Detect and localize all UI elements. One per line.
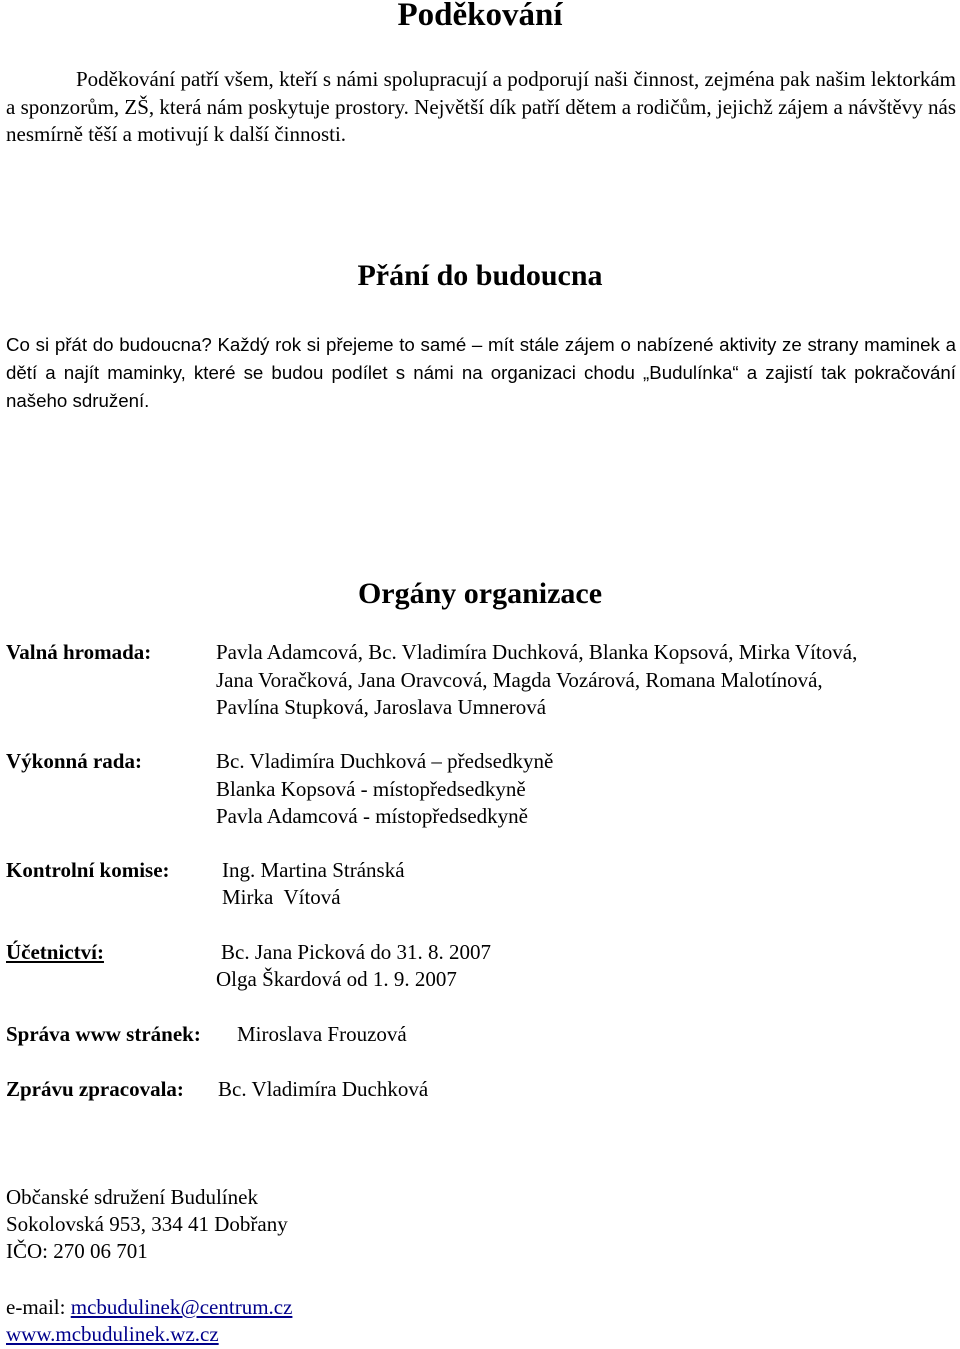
accounting-label: Účetnictví: xyxy=(6,940,104,964)
executive-board-line: Blanka Kopsová - místopředsedkyně xyxy=(216,777,526,801)
accounting-line: Olga Škardová od 1. 9. 2007 xyxy=(216,967,457,991)
org-address: Sokolovská 953, 334 41 Dobřany xyxy=(6,1212,288,1236)
general-assembly-line: Pavla Adamcová, Bc. Vladimíra Duchková, Blanka Kopsová, Mirka Vítová, xyxy=(216,640,858,664)
org-ico: IČO: 270 06 701 xyxy=(6,1239,148,1263)
thanks-paragraph: Poděkování patří všem, kteří s námi spolupracují a podporují naši činnost, zejména pak našim lektorkám a sponzorům, ZŠ, která nám poskytuje prostory. Největší dík patří dětem a rodičům, jejichž zájem a návštěvy nás nesmírně těší a motivují k další činnosti. xyxy=(6,67,956,146)
audit-committee-label: Kontrolní komise: xyxy=(6,858,170,882)
website-label: Správa www stránek: xyxy=(6,1022,201,1046)
audit-committee-line: Mirka Vítová xyxy=(222,885,341,909)
report-label: Zprávu zpracovala: xyxy=(6,1077,184,1101)
report-author: Bc. Vladimíra Duchková xyxy=(218,1077,429,1101)
wishes-paragraph: Co si přát do budoucna? Každý rok si přejeme to samé – mít stále zájem o nabízené aktivity ze strany maminek a dětí a najít maminky, které se budou podílet s námi na organizaci chodu „Budulínka“ a zajistí tak pokračování našeho sdružení. xyxy=(6,334,956,411)
executive-board-line: Bc. Vladimíra Duchková – předsedkyně xyxy=(216,749,554,773)
executive-board-line: Pavla Adamcová - místopředsedkyně xyxy=(216,804,529,828)
thanks-title: Poděkování xyxy=(397,0,563,33)
executive-board-label: Výkonná rada: xyxy=(6,749,142,773)
web-row xyxy=(6,1321,219,1349)
website-link[interactable]: www.mcbudulinek.wz.cz xyxy=(6,1322,219,1346)
audit-committee-line: Ing. Martina Stránská xyxy=(222,858,405,882)
website-admin: Miroslava Frouzová xyxy=(237,1022,407,1046)
general-assembly-line: Pavlína Stupková, Jaroslava Umnerová xyxy=(216,695,547,719)
email-row xyxy=(6,1294,292,1322)
wishes-title: Přání do budoucna xyxy=(357,259,603,292)
email-label: e-mail: xyxy=(6,1295,66,1319)
org-name: Občanské sdružení Budulínek xyxy=(6,1185,258,1209)
organs-title: Orgány organizace xyxy=(357,577,603,610)
accounting-line: Bc. Jana Picková do 31. 8. 2007 xyxy=(221,940,492,964)
general-assembly-line: Jana Voračková, Jana Oravcová, Magda Vozárová, Romana Malotínová, xyxy=(216,668,823,692)
email-link[interactable]: mcbudulinek@centrum.cz xyxy=(70,1295,293,1319)
general-assembly-label: Valná hromada: xyxy=(6,640,152,664)
